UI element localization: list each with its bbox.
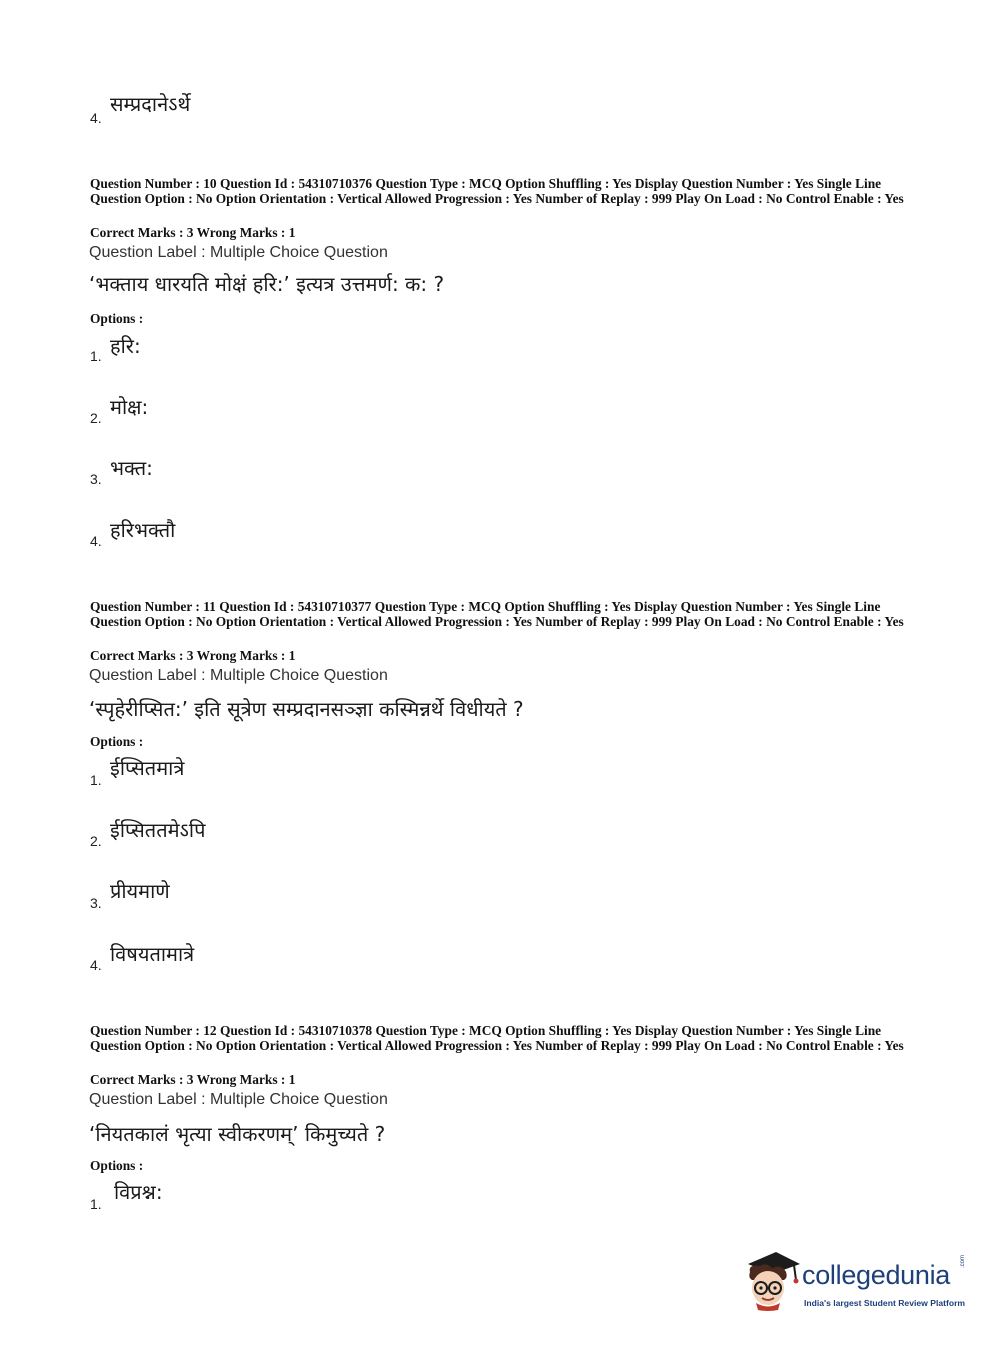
question-text: ‘स्पृहेरीप्सित:’ इति सूत्रेण सम्प्रदानसञ्ज्ञा कस्मिन्नर्थे विधीयते ?	[89, 697, 524, 721]
logo-wordmark: collegedunia	[802, 1260, 951, 1290]
logo-tagline: India's largest Student Review Platform	[804, 1298, 966, 1308]
option-text: ईप्सिततमेऽपि	[110, 818, 206, 842]
option-number: 2.	[90, 410, 102, 426]
option-text: विप्रश्न:	[114, 1180, 163, 1204]
option-text: मोक्ष:	[110, 395, 149, 419]
option-number: 3.	[90, 895, 102, 911]
option-number: 3.	[90, 471, 102, 487]
option-number: 4.	[90, 110, 102, 126]
mascot-face-with-graduation-cap-icon	[742, 1250, 802, 1312]
question-text: ‘नियतकालं भृत्या स्वीकरणम्’ किमुच्यते ?	[89, 1122, 386, 1146]
option-number: 2.	[90, 833, 102, 849]
option-number: 4.	[90, 957, 102, 973]
question-meta: Question Number : 12 Question Id : 54310710378 Question Type : MCQ Option Shuffling : Yes Display Question Number : Yes Single Line Question Option : No Option Orientation : Vertical Allowed Progression : Yes Number of Replay : 999 Play On Load : No Control Enable : Yes	[90, 1023, 904, 1053]
question-meta: Question Number : 11 Question Id : 54310710377 Question Type : MCQ Option Shuffling : Yes Display Question Number : Yes Single Line Question Option : No Option Orientation : Vertical Allowed Progression : Yes Number of Replay : 999 Play On Load : No Control Enable : Yes	[90, 599, 904, 629]
option-text: हरिभक्तौ	[110, 518, 176, 542]
option-number: 1.	[90, 1196, 102, 1212]
question-marks: Correct Marks : 3 Wrong Marks : 1	[90, 225, 296, 240]
question-text: ‘भक्ताय धारयति मोक्षं हरि:’ इत्यत्र उत्तमर्ण: क: ?	[89, 272, 445, 296]
option-text: सम्प्रदानेऽर्थे	[110, 92, 191, 116]
collegedunia-logo	[742, 1250, 972, 1320]
question-marks: Correct Marks : 3 Wrong Marks : 1	[90, 1072, 296, 1087]
option-number: 1.	[90, 772, 102, 788]
question-label: Question Label : Multiple Choice Question	[89, 1091, 388, 1108]
option-text: विषयतामात्रे	[110, 942, 195, 966]
options-label: Options :	[90, 1158, 144, 1173]
options-label: Options :	[90, 311, 144, 326]
question-meta: Question Number : 10 Question Id : 54310710376 Question Type : MCQ Option Shuffling : Yes Display Question Number : Yes Single Line Question Option : No Option Orientation : Vertical Allowed Progression : Yes Number of Replay : 999 Play On Load : No Control Enable : Yes	[90, 176, 904, 206]
options-label: Options :	[90, 734, 144, 749]
question-label: Question Label : Multiple Choice Question	[89, 244, 388, 261]
logo-tld: .com	[960, 1254, 966, 1268]
option-number: 1.	[90, 348, 102, 364]
question-marks: Correct Marks : 3 Wrong Marks : 1	[90, 648, 296, 663]
option-text: ईप्सितमात्रे	[110, 756, 185, 780]
option-text: भक्त:	[110, 456, 153, 480]
option-text: हरि:	[110, 334, 141, 358]
question-label: Question Label : Multiple Choice Question	[89, 667, 388, 684]
option-text: प्रीयमाणे	[110, 879, 170, 903]
option-number: 4.	[90, 533, 102, 549]
